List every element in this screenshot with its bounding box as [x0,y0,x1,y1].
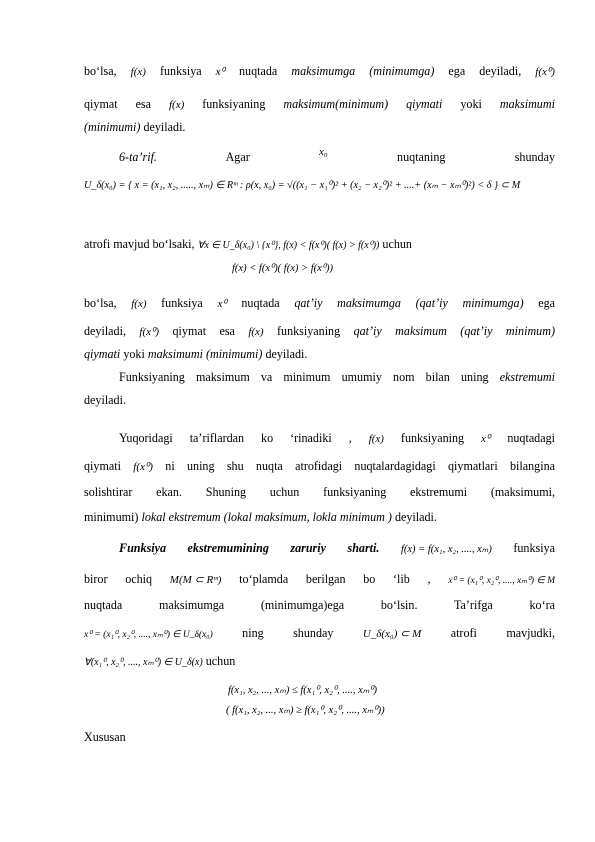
text: qiymat [84,97,118,111]
necessary-line1 [119,541,555,557]
section-heading: Funksiya ekstremumining zaruriy sharti. [119,541,380,555]
extremum-line2: deyiladi. [84,393,126,407]
definition-line5 [84,296,555,312]
math-x0: x⁰ [481,433,491,445]
math-fx: f(x) [368,433,384,445]
term-italic: maksimumga (minimumga) [291,64,435,78]
definition-label: 6-ta’rif. [119,150,157,164]
extremum-line1 [119,370,555,385]
text: deyiladi. [143,120,186,134]
text: yoki [460,97,482,111]
math-fx: f(x) [168,99,185,111]
text: deyiladi, [84,324,126,338]
necessary-line2 [84,572,555,589]
term-italic: maksimumi (minimumi) [147,347,263,361]
term-italic: lokal ekstremum (lokal maksimum, lokla minimum ) [141,510,392,524]
text: biror ochiq [84,572,153,586]
last-line: Xususan [84,730,126,744]
text: deyiladi. [265,347,308,361]
text: qiymati [84,459,121,473]
text: nuqtaning [397,150,446,164]
term-italic: qat’iy maksimum (qat’iy minimum) [353,324,555,338]
para3-line3: solishtirar ekan. Shuning uchun funksiyaning ekstremumi (maksimumi, [84,485,555,499]
text: shunday [514,150,556,164]
text: minimumi) [84,510,139,524]
math-x0: x⁰ [217,298,227,310]
math-set: U_δ(x₀) ⊂ M [362,628,422,640]
definition-line4 [84,237,555,253]
math-fx0: f(x⁰) [535,66,555,78]
math-fx: f(x) [131,298,147,310]
para1-line2 [84,97,555,113]
term-italic: ekstremumi [499,370,555,384]
text: funksiya [161,296,203,310]
math-fx0: f(x⁰) [133,461,153,473]
term-italic: qat’iy maksimumga (qat’iy minimumga) [294,296,524,310]
centered-inequality: f(x) < f(x⁰)( f(x) > f(x⁰)) [232,263,333,274]
para1-line3 [84,120,555,135]
inequality-1: f(x₁, x₂, ..., xₘ) ≤ f(x₁⁰, x₂⁰, ...., xₘ⁰) [228,685,377,696]
text: deyiladi. [394,510,437,524]
math-set: M(M ⊂ Rᵐ) [169,574,222,586]
term-italic: (minimumi) [84,120,141,134]
text: funksiyaning [277,324,341,338]
para3-line2 [84,459,555,475]
text: funksiyaning [202,97,266,111]
neighborhood-formula: U_δ(x₀) = { x = (x₁, x₂, ....., xₘ) ∈ Rᵐ : ρ(x, x₀) = √((x₁ − x₁⁰)² + (x₂ − x₂⁰)² + ....+ (xₘ − xₘ⁰)²) < δ } ⊂ M [84,180,521,191]
math-fx: f(x) [130,66,146,78]
definition-line6 [84,324,555,340]
math-condition: ∀x ∈ U_δ(x₀) \ {x⁰}, f(x) < f(x⁰)( f(x) > f(x⁰)) [197,240,380,251]
math-fx: f(x) [248,326,264,338]
text: ni uning shu nuqta atrofidagi nuqtalardagidagi qiymatlari bilangina [165,459,555,473]
text: ega [538,296,556,310]
text: atrofi [450,626,477,640]
text: ega deyiladi, [448,64,522,78]
math-point: x⁰ = (x₁⁰, x₂⁰, ...., xₘ⁰) ∈ M [448,576,556,586]
definition-line1 [119,146,556,166]
text: nuqtadagi [507,431,556,445]
term-italic: qiymati [84,347,121,361]
text: bo‘lsa, [84,296,117,310]
text: qiymat esa [172,324,235,338]
math-point: x⁰ = (x₁⁰, x₂⁰, ...., xₘ⁰) ∈ U_δ(x₀) [84,630,213,640]
text: mavjudki, [506,626,556,640]
math-condition: ∀(x₁⁰, x₂⁰, ...., xₘ⁰) ∈ U_δ(x) [84,657,203,668]
text: uchun [382,237,412,251]
necessary-line4 [84,626,555,643]
inequality-2: ( f(x₁, x₂, ..., xₘ) ≥ f(x₁⁰, x₂⁰, ...., xₘ⁰)) [226,705,385,716]
para1-line1 [84,64,555,80]
text: yoki [123,347,145,361]
text: to‘plamda berilgan bo ‘lib , [239,572,431,586]
text: Funksiyaning maksimum va minimum umumiy nom bilan uning [119,370,489,384]
text: Yuqoridagi ta’riflardan ko ‘rinadiki , [119,431,352,445]
term-italic: maksimum(minimum) [283,97,389,111]
necessary-line5 [84,654,555,670]
term-italic: maksimumi [499,97,555,111]
text: uchun [205,654,236,668]
text: funksiyaning [400,431,465,445]
text: esa [135,97,152,111]
text: shunday [293,626,334,640]
para3-line4 [84,510,555,525]
text: funksiya [159,64,202,78]
math-fx0: f(x⁰) [139,326,160,338]
math-function: f(x) = f(x₁, x₂, ...., xₘ) [400,544,492,555]
term-italic: qiymati [406,97,443,111]
text: Agar [225,150,250,164]
para3-line1 [119,431,555,447]
math-x0: x⁰ [215,66,225,78]
text: funksiya [513,541,556,555]
necessary-line3: nuqtada maksimumga (minimumga)ega bo‘lsin. Ta’rifga ko‘ra [84,598,555,612]
text: ning [242,626,264,640]
text: atrofi mavjud bo‘lsaki, [84,237,195,251]
text: nuqtada [241,296,280,310]
math-x0: x₀ [319,146,328,158]
text: bo‘lsa, [84,64,117,78]
definition-line7 [84,347,555,362]
text: nuqtada [239,64,278,78]
